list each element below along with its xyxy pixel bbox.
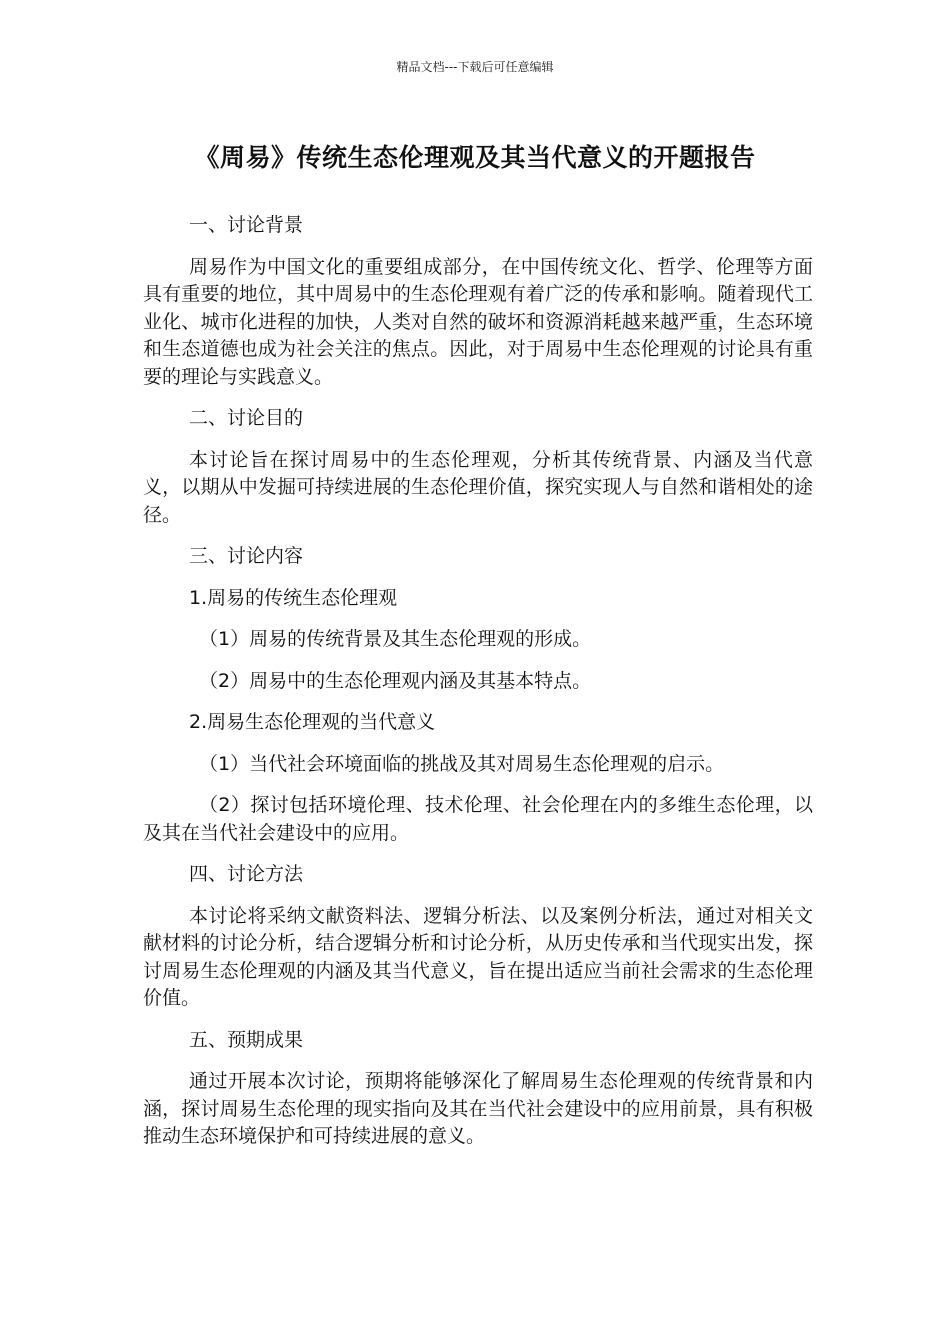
- content-item-1-b: （2）周易中的生态伦理观内涵及其基本特点。: [199, 669, 592, 692]
- paragraph-purpose: 本讨论旨在探讨周易中的生态伦理观，分析其传统背景、内涵及当代意义，以期从中发掘可持续进展的生态伦理价值，探究实现人与自然和谐相处的途径。: [143, 448, 813, 526]
- section-heading-purpose: 二、讨论目的: [189, 407, 304, 429]
- content-item-1-a: （1）周易的传统背景及其生态伦理观的形成。: [199, 628, 592, 650]
- content-item-1: 1.周易的传统生态伦理观: [189, 586, 398, 609]
- section-heading-outcome: 五、预期成果: [189, 1028, 304, 1051]
- paragraph-background: 周易作为中国文化的重要组成部分，在中国传统文化、哲学、伦理等方面具有重要的地位，其中周易中的生态伦理观有着广泛的传承和影响。随着现代工业化、城市化进程的加快，人类对自然的破坏和资源消耗越来越严重，生态环境和生态道德也成为社会关注的焦点。因此，对于周易中生态伦理观的讨论具有重要的理论与实践意义。: [143, 255, 813, 388]
- paragraph-outcome: 通过开展本次讨论，预期将能够深化了解周易生态伦理观的传统背景和内涵，探讨周易生态伦理的现实指向及其在当代社会建设中的应用前景，具有积极推动生态环境保护和可持续进展的意义。: [143, 1070, 813, 1147]
- content-item-2-a: （1）当代社会环境面临的挑战及其对周易生态伦理观的启示。: [199, 752, 725, 775]
- document-title: 《周易》传统生态伦理观及其当代意义的开题报告: [194, 143, 756, 172]
- section-heading-content: 三、讨论内容: [189, 545, 304, 567]
- paragraph-method: 本讨论将采纳文献资料法、逻辑分析法、以及案例分析法，通过对相关文献材料的讨论分析，结合逻辑分析和讨论分析，从历史传承和当代现实出发，探讨周易生态伦理观的内涵及其当代意义，旨在提出适应当前社会需求的生态伦理价值。: [143, 904, 813, 1009]
- content-item-2-b: （2）探讨包括环境伦理、技术伦理、社会伦理在内的多维生态伦理，以及其在当代社会建设中的应用。: [143, 794, 813, 844]
- page-header: 精品文档---下载后可任意编辑: [396, 60, 554, 74]
- section-heading-method: 四、讨论方法: [189, 863, 304, 885]
- content-item-2: 2.周易生态伦理观的当代意义: [189, 711, 436, 733]
- section-heading-background: 一、讨论背景: [189, 214, 304, 236]
- document-body: [143, 212, 813, 1165]
